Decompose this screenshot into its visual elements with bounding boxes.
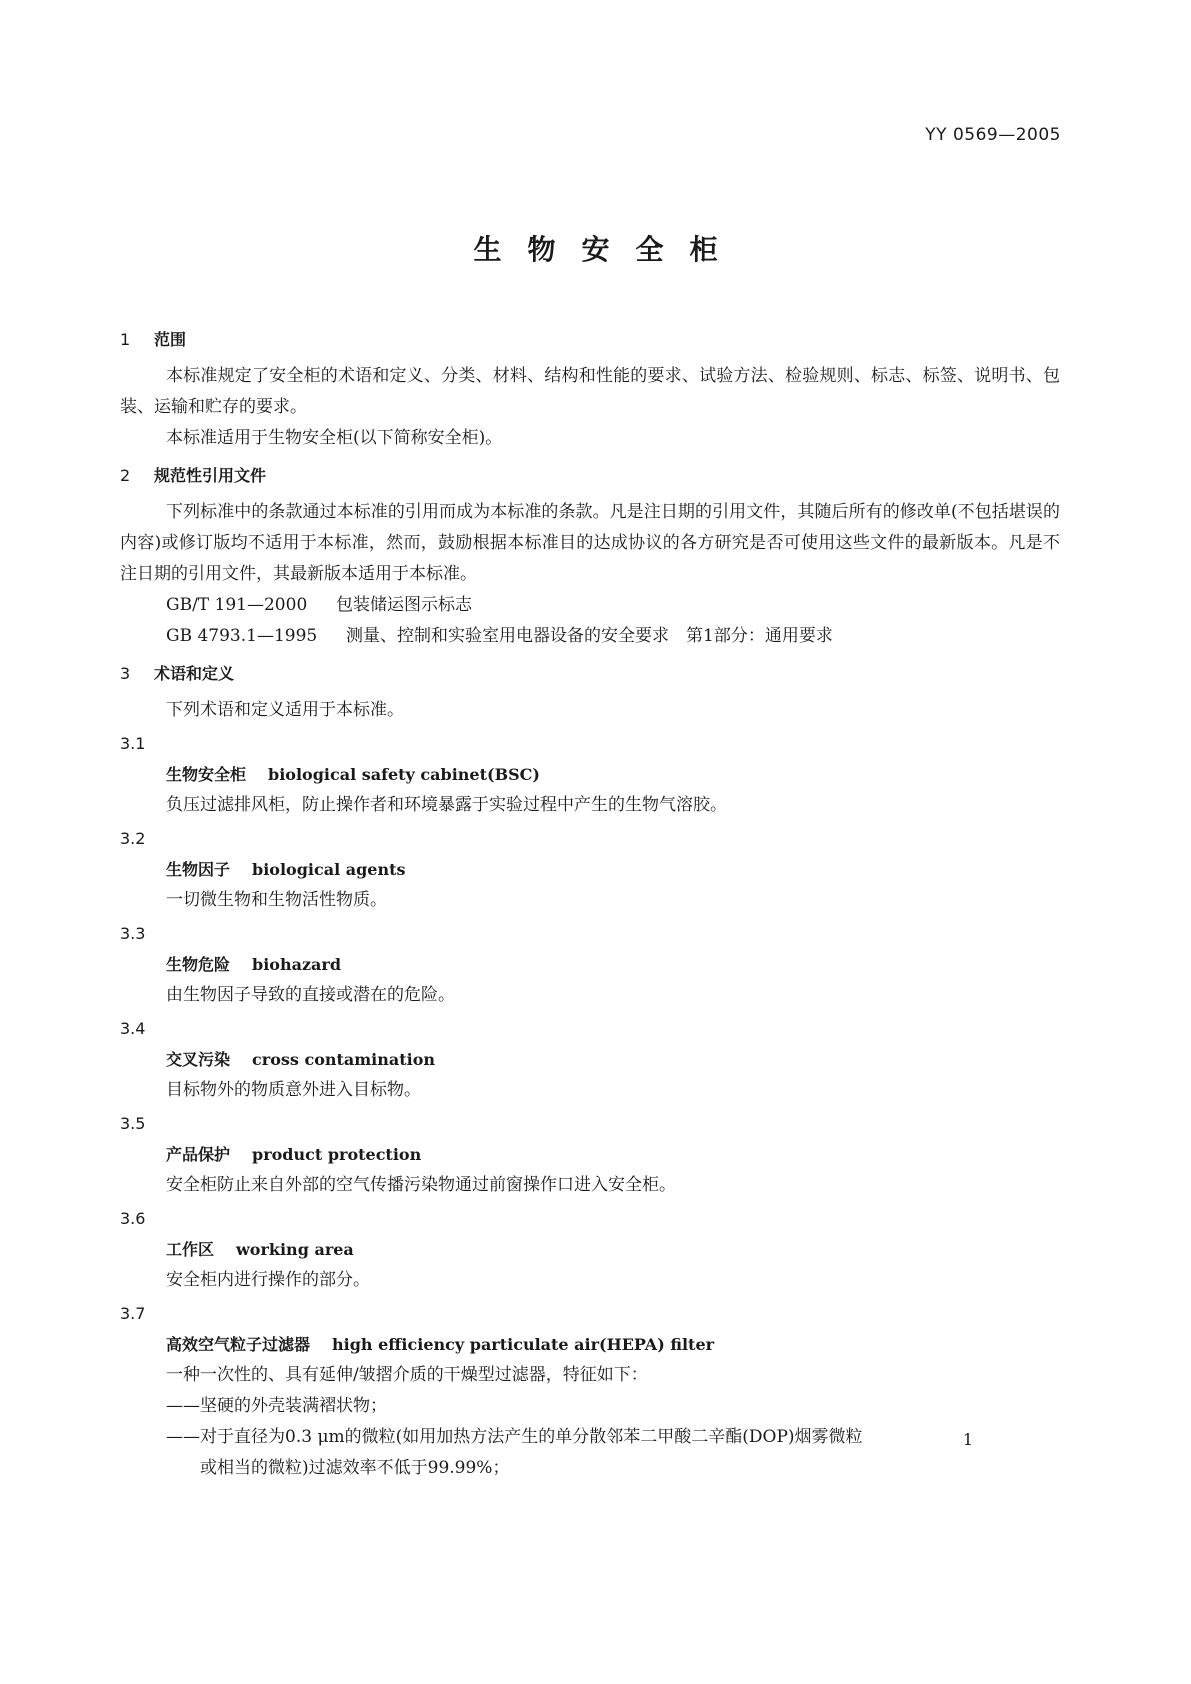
section-title: 术语和定义 [154, 664, 235, 683]
reference-code: GB/T 191—2000 [166, 595, 308, 615]
paragraph: 本标准规定了安全柜的术语和定义、分类、材料、结构和性能的要求、试验方法、检验规则、标志、标签、说明书、包装、运输和贮存的要求。 [120, 366, 1060, 417]
term-en: biohazard [252, 955, 342, 974]
reference-item [120, 621, 1060, 652]
term-en: product protection [252, 1145, 422, 1164]
section-normative-references [120, 460, 1060, 652]
reference-item [120, 590, 1060, 621]
term-definition: 安全柜防止来自外部的空气传播污染物通过前窗操作口进入安全柜。 [166, 1175, 676, 1195]
clause-number: 3.4 [120, 1019, 146, 1038]
clause-number: 3.7 [120, 1304, 146, 1323]
term-entry [120, 949, 1060, 980]
term-zh: 工作区 [166, 1240, 215, 1259]
paragraph: 下列标准中的条款通过本标准的引用而成为本标准的条款。凡是注日期的引用文件，其随后所有的修改单(不包括堪误的内容)或修订版均不适用于本标准，然而，鼓励根据本标准目的达成协议的各方研究是否可使用这些文件的最新版本。凡是不注日期的引用文件，其最新版本适用于本标准。 [120, 502, 1060, 584]
term-en: biological agents [252, 860, 406, 879]
dash-list-item: ——坚硬的外壳装满褶状物； [166, 1396, 387, 1416]
term-en: cross contamination [252, 1050, 436, 1069]
standard-code: YY 0569—2005 [925, 125, 1061, 145]
term-definition: 负压过滤排风柜，防止操作者和环境暴露于实验过程中产生的生物气溶胶。 [166, 795, 727, 815]
term-zh: 高效空气粒子过滤器 [166, 1335, 311, 1354]
reference-title: 测量、控制和实验室用电器设备的安全要求 第1部分：通用要求 [346, 626, 833, 646]
document-body [120, 318, 1060, 1484]
section-heading [120, 658, 1060, 689]
document-title: 生物安全柜 [473, 233, 744, 266]
section-terms-definitions [120, 658, 1060, 1484]
term-zh: 生物安全柜 [166, 765, 247, 784]
term-entry [120, 854, 1060, 885]
clause-number: 3.1 [120, 734, 146, 753]
term-definition: 由生物因子导致的直接或潜在的危险。 [166, 985, 455, 1005]
paragraph: 本标准适用于生物安全柜(以下简称安全柜)。 [166, 428, 503, 448]
term-definition: 一切微生物和生物活性物质。 [166, 890, 387, 910]
dash-list-item-continuation: 或相当的微粒)过滤效率不低于99.99%； [200, 1458, 510, 1478]
section-title: 规范性引用文件 [154, 466, 267, 485]
term-zh: 生物因子 [166, 860, 231, 879]
term-zh: 产品保护 [166, 1145, 231, 1164]
term-definition: 安全柜内进行操作的部分。 [166, 1270, 370, 1290]
dash-list-item: ——对于直径为0.3 μm的微粒(如用加热方法产生的单分散邻苯二甲酸二辛酯(DOP)烟雾微粒 [166, 1427, 863, 1447]
term-en: high efficiency particulate air(HEPA) filter [332, 1335, 715, 1354]
clause-number: 3.6 [120, 1209, 146, 1228]
section-heading [120, 460, 1060, 491]
section-scope [120, 324, 1060, 454]
term-zh: 生物危险 [166, 955, 231, 974]
section-number: 1 [120, 330, 131, 349]
section-title: 范围 [154, 330, 187, 349]
paragraph: 下列术语和定义适用于本标准。 [166, 700, 404, 720]
term-en: biological safety cabinet(BSC) [268, 765, 540, 784]
clause-number: 3.3 [120, 924, 146, 943]
section-heading [120, 324, 1060, 355]
term-definition: 目标物外的物质意外进入目标物。 [166, 1080, 421, 1100]
clause-number: 3.5 [120, 1114, 146, 1133]
term-entry [120, 1329, 1060, 1360]
term-zh: 交叉污染 [166, 1050, 231, 1069]
reference-title: 包装储运图示标志 [336, 595, 472, 615]
term-definition: 一种一次性的、具有延伸/皱摺介质的干燥型过滤器，特征如下： [166, 1365, 648, 1385]
term-entry [120, 1139, 1060, 1170]
term-entry [120, 1044, 1060, 1075]
reference-code: GB 4793.1—1995 [166, 626, 318, 646]
term-entry [120, 759, 1060, 790]
term-entry [120, 1234, 1060, 1265]
section-number: 2 [120, 466, 131, 485]
clause-number: 3.2 [120, 829, 146, 848]
term-en: working area [236, 1240, 354, 1259]
section-number: 3 [120, 664, 131, 683]
page-number: 1 [962, 1430, 973, 1449]
